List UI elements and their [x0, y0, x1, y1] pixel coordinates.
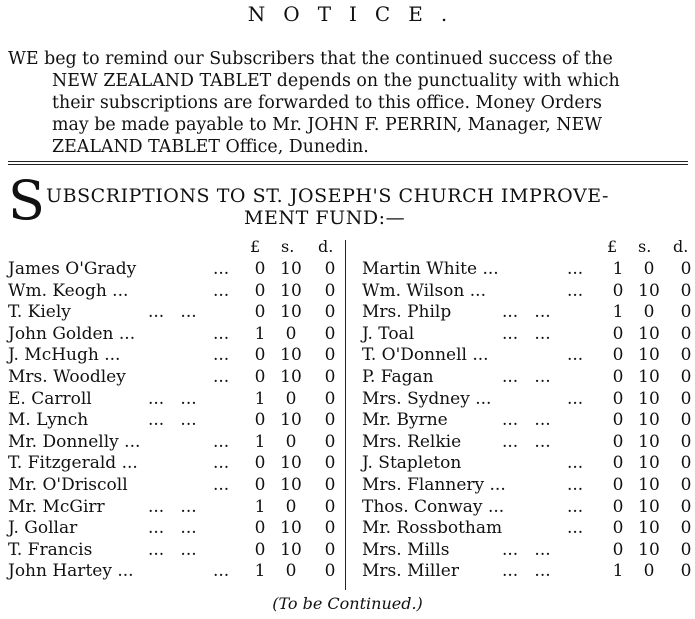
- subscriber-row: [362, 452, 695, 474]
- amount-shillings: 10: [638, 323, 660, 344]
- subscriber-name: M. Lynch: [8, 410, 89, 431]
- leader-dots: ...: [213, 431, 230, 452]
- leader-dots: ...: [213, 259, 230, 279]
- subscriber-row: [362, 517, 695, 539]
- amount-pence: 0: [324, 561, 336, 582]
- amount-pence: 0: [680, 367, 692, 387]
- subscriber-name: J. Gollar: [8, 518, 78, 539]
- amount-shillings: 10: [280, 539, 302, 560]
- amount-pounds: 1: [612, 561, 624, 582]
- subscriber-row: [8, 496, 348, 518]
- subscriber-name: Mr. O'Driscoll: [8, 475, 128, 495]
- leader-dots: ...: [213, 367, 230, 387]
- subscriber-row: [8, 258, 348, 280]
- leader-dots: ... ...: [148, 539, 197, 560]
- amount-pounds: 0: [254, 367, 266, 387]
- amount-pounds: 0: [254, 518, 266, 539]
- subscriber-name: P. Fagan: [362, 367, 434, 387]
- subscriber-name: Wm. Keogh ...: [8, 280, 129, 301]
- amount-pounds: 1: [254, 323, 266, 344]
- amount-pounds: 0: [612, 388, 624, 409]
- amount-shillings: 0: [285, 323, 297, 344]
- leader-dots: ...: [213, 323, 230, 344]
- amount-pence: 0: [680, 302, 692, 323]
- left-col-pounds-header: £: [250, 237, 261, 256]
- right-col-pence-header: d.: [673, 237, 689, 256]
- subscriber-row: [8, 388, 348, 410]
- amount-pounds: 1: [254, 496, 266, 517]
- subscriber-row: [362, 560, 695, 582]
- subscriber-row: [362, 474, 695, 496]
- subscriber-name: John Golden ...: [8, 323, 136, 344]
- subscriber-row: [362, 539, 695, 561]
- amount-pence: 0: [324, 453, 336, 474]
- amount-shillings: 0: [285, 388, 297, 409]
- subscriber-row: [8, 344, 348, 366]
- leader-dots: ... ...: [148, 496, 197, 517]
- subscriber-name: T. Kiely: [8, 302, 71, 323]
- leader-dots: ...: [213, 561, 230, 582]
- subscriber-row: [362, 496, 695, 518]
- leader-dots: ... ...: [148, 302, 197, 323]
- leader-dots: ... ...: [148, 410, 197, 431]
- amount-shillings: 10: [638, 367, 660, 387]
- subscriber-name: Wm. Wilson ...: [362, 280, 486, 301]
- subscriber-name: Mr. Rossbotham: [362, 518, 503, 539]
- notice-line: NEW ZEALAND TABLET depends on the punctuality with which: [52, 71, 620, 91]
- subscriber-name: T. Francis: [8, 539, 93, 560]
- amount-pence: 0: [324, 496, 336, 517]
- notice-line: their subscriptions are forwarded to this office. Money Orders: [52, 93, 602, 113]
- leader-dots: ...: [567, 345, 584, 366]
- drop-cap: S: [8, 169, 45, 232]
- amount-shillings: 10: [280, 280, 302, 301]
- leader-dots: ...: [567, 496, 584, 517]
- right-col-pounds-header: £: [607, 237, 618, 256]
- amount-pounds: 0: [612, 280, 624, 301]
- subscriber-row: [8, 366, 348, 388]
- amount-shillings: 0: [285, 561, 297, 582]
- leader-dots: ...: [213, 280, 230, 301]
- amount-shillings: 10: [638, 453, 660, 474]
- amount-shillings: 10: [638, 345, 660, 366]
- subscriber-row: [362, 323, 695, 345]
- amount-pounds: 0: [254, 302, 266, 323]
- subscriber-name: Martin White ...: [362, 259, 499, 279]
- subscriber-row: [362, 409, 695, 431]
- leader-dots: ...: [213, 453, 230, 474]
- subscriber-name: Mr. McGirr: [8, 496, 105, 517]
- subscriber-name: John Hartey ...: [8, 561, 134, 582]
- continued-note: (To be Continued.): [272, 594, 423, 613]
- amount-shillings: 0: [285, 431, 297, 452]
- amount-shillings: 10: [280, 345, 302, 366]
- amount-pounds: 0: [254, 410, 266, 431]
- amount-shillings: 0: [643, 561, 655, 582]
- amount-pence: 0: [680, 280, 692, 301]
- amount-shillings: 10: [638, 431, 660, 452]
- subscriber-name: Thos. Conway ...: [362, 496, 505, 517]
- subscriber-name: J. Stapleton: [362, 453, 462, 474]
- amount-shillings: 10: [638, 280, 660, 301]
- amount-pounds: 1: [254, 561, 266, 582]
- amount-pounds: 1: [254, 388, 266, 409]
- subscriber-name: J. McHugh ...: [8, 345, 121, 366]
- amount-shillings: 0: [643, 259, 655, 279]
- amount-pence: 0: [324, 302, 336, 323]
- amount-pounds: 0: [612, 431, 624, 452]
- subscriber-row: [362, 388, 695, 410]
- subscriber-row: [8, 280, 348, 302]
- amount-pence: 0: [680, 561, 692, 582]
- amount-pounds: 0: [612, 453, 624, 474]
- leader-dots: ...: [567, 453, 584, 474]
- amount-shillings: 10: [280, 475, 302, 495]
- amount-pounds: 0: [612, 518, 624, 539]
- leader-dots: ... ...: [502, 323, 551, 344]
- subscriber-name: J. Toal: [362, 323, 415, 344]
- subscriber-row: [362, 344, 695, 366]
- amount-shillings: 10: [638, 388, 660, 409]
- amount-shillings: 10: [280, 453, 302, 474]
- leader-dots: ... ...: [502, 410, 551, 431]
- subscriber-name: Mr. Donnelly ...: [8, 431, 141, 452]
- amount-pence: 0: [680, 431, 692, 452]
- leader-dots: ... ...: [502, 302, 551, 323]
- amount-pounds: 0: [612, 345, 624, 366]
- subscriber-name: Mrs. Miller: [362, 561, 459, 582]
- subscriber-row: [8, 301, 348, 323]
- subscriber-row: [362, 431, 695, 453]
- amount-pounds: 0: [612, 410, 624, 431]
- notice-line: may be made payable to Mr. JOHN F. PERRIN, Manager, NEW: [52, 115, 603, 135]
- leader-dots: ...: [213, 345, 230, 366]
- amount-pence: 0: [324, 475, 336, 495]
- notice-line: WE beg to remind our Subscribers that the continued success of the: [8, 49, 613, 69]
- subscriber-name: Mrs. Relkie: [362, 431, 462, 452]
- amount-pence: 0: [324, 323, 336, 344]
- amount-shillings: 10: [280, 259, 302, 279]
- subscriber-name: T. O'Donnell ...: [362, 345, 489, 366]
- subscriber-name: T. Fitzgerald ...: [8, 453, 138, 474]
- subscriber-row: [8, 323, 348, 345]
- leader-dots: ... ...: [502, 367, 551, 387]
- amount-pounds: 1: [254, 431, 266, 452]
- amount-pence: 0: [324, 345, 336, 366]
- leader-dots: ...: [567, 259, 584, 279]
- divider-rule: [8, 164, 688, 165]
- amount-pounds: 0: [612, 475, 624, 495]
- amount-pence: 0: [324, 518, 336, 539]
- leader-dots: ...: [567, 280, 584, 301]
- heading-line-2: MENT FUND:—: [244, 207, 406, 229]
- amount-pence: 0: [680, 475, 692, 495]
- subscriber-name: James O'Grady: [8, 259, 137, 279]
- leader-dots: ...: [567, 475, 584, 495]
- amount-pence: 0: [680, 496, 692, 517]
- amount-shillings: 0: [643, 302, 655, 323]
- amount-shillings: 10: [638, 539, 660, 560]
- amount-pounds: 1: [612, 302, 624, 323]
- amount-pounds: 0: [612, 539, 624, 560]
- leader-dots: ... ...: [502, 539, 551, 560]
- amount-pounds: 0: [254, 259, 266, 279]
- amount-pounds: 0: [254, 280, 266, 301]
- amount-pounds: 0: [612, 367, 624, 387]
- amount-shillings: 10: [280, 410, 302, 431]
- amount-shillings: 10: [638, 518, 660, 539]
- notice-title: NOTICE.: [247, 2, 466, 26]
- amount-pence: 0: [680, 259, 692, 279]
- right-col-shillings-header: s.: [638, 237, 652, 256]
- amount-shillings: 10: [280, 367, 302, 387]
- subscriber-name: Mrs. Mills: [362, 539, 450, 560]
- subscriber-row: [8, 452, 348, 474]
- amount-pence: 0: [324, 259, 336, 279]
- subscriber-row: [8, 474, 348, 496]
- subscriber-name: Mrs. Woodley: [8, 367, 126, 387]
- subscriber-row: [8, 409, 348, 431]
- subscriber-row: [8, 539, 348, 561]
- notice-line: ZEALAND TABLET Office, Dunedin.: [52, 137, 369, 157]
- amount-shillings: 10: [280, 302, 302, 323]
- amount-shillings: 10: [638, 496, 660, 517]
- subscriber-name: E. Carroll: [8, 388, 92, 409]
- left-col-pence-header: d.: [318, 237, 334, 256]
- amount-pence: 0: [680, 518, 692, 539]
- amount-pence: 0: [680, 410, 692, 431]
- amount-pence: 0: [324, 367, 336, 387]
- leader-dots: ...: [567, 388, 584, 409]
- amount-shillings: 10: [280, 518, 302, 539]
- leader-dots: ... ...: [148, 388, 197, 409]
- subscriber-row: [362, 366, 695, 388]
- amount-pence: 0: [680, 388, 692, 409]
- amount-pence: 0: [324, 539, 336, 560]
- leader-dots: ... ...: [502, 431, 551, 452]
- leader-dots: ... ...: [148, 518, 197, 539]
- subscriber-name: Mrs. Philp: [362, 302, 452, 323]
- subscriber-row: [8, 431, 348, 453]
- amount-pence: 0: [680, 345, 692, 366]
- leader-dots: ...: [213, 475, 230, 495]
- subscriber-row: [8, 517, 348, 539]
- divider-rule: [8, 161, 688, 162]
- amount-pence: 0: [680, 539, 692, 560]
- amount-pence: 0: [324, 388, 336, 409]
- subscriber-row: [362, 258, 695, 280]
- heading-line-1: UBSCRIPTIONS TO ST. JOSEPH'S CHURCH IMPROVE-: [46, 185, 609, 207]
- amount-pounds: 0: [612, 496, 624, 517]
- leader-dots: ... ...: [502, 561, 551, 582]
- leader-dots: ...: [567, 518, 584, 539]
- amount-shillings: 10: [638, 475, 660, 495]
- amount-pounds: 0: [254, 345, 266, 366]
- notice-body: [8, 48, 688, 158]
- amount-pounds: 0: [254, 539, 266, 560]
- amount-pence: 0: [324, 280, 336, 301]
- amount-shillings: 10: [638, 410, 660, 431]
- amount-shillings: 0: [285, 496, 297, 517]
- amount-pence: 0: [324, 410, 336, 431]
- subscriber-name: Mrs. Sydney ...: [362, 388, 492, 409]
- subscriber-name: Mrs. Flannery ...: [362, 475, 506, 495]
- amount-pence: 0: [324, 431, 336, 452]
- amount-pence: 0: [680, 323, 692, 344]
- subscriber-name: Mr. Byrne: [362, 410, 448, 431]
- subscriber-row: [362, 280, 695, 302]
- subscriber-row: [8, 560, 348, 582]
- amount-pounds: 0: [254, 453, 266, 474]
- subscriber-row: [362, 301, 695, 323]
- amount-pounds: 1: [612, 259, 624, 279]
- amount-pounds: 0: [612, 323, 624, 344]
- amount-pounds: 0: [254, 475, 266, 495]
- amount-pence: 0: [680, 453, 692, 474]
- left-col-shillings-header: s.: [281, 237, 295, 256]
